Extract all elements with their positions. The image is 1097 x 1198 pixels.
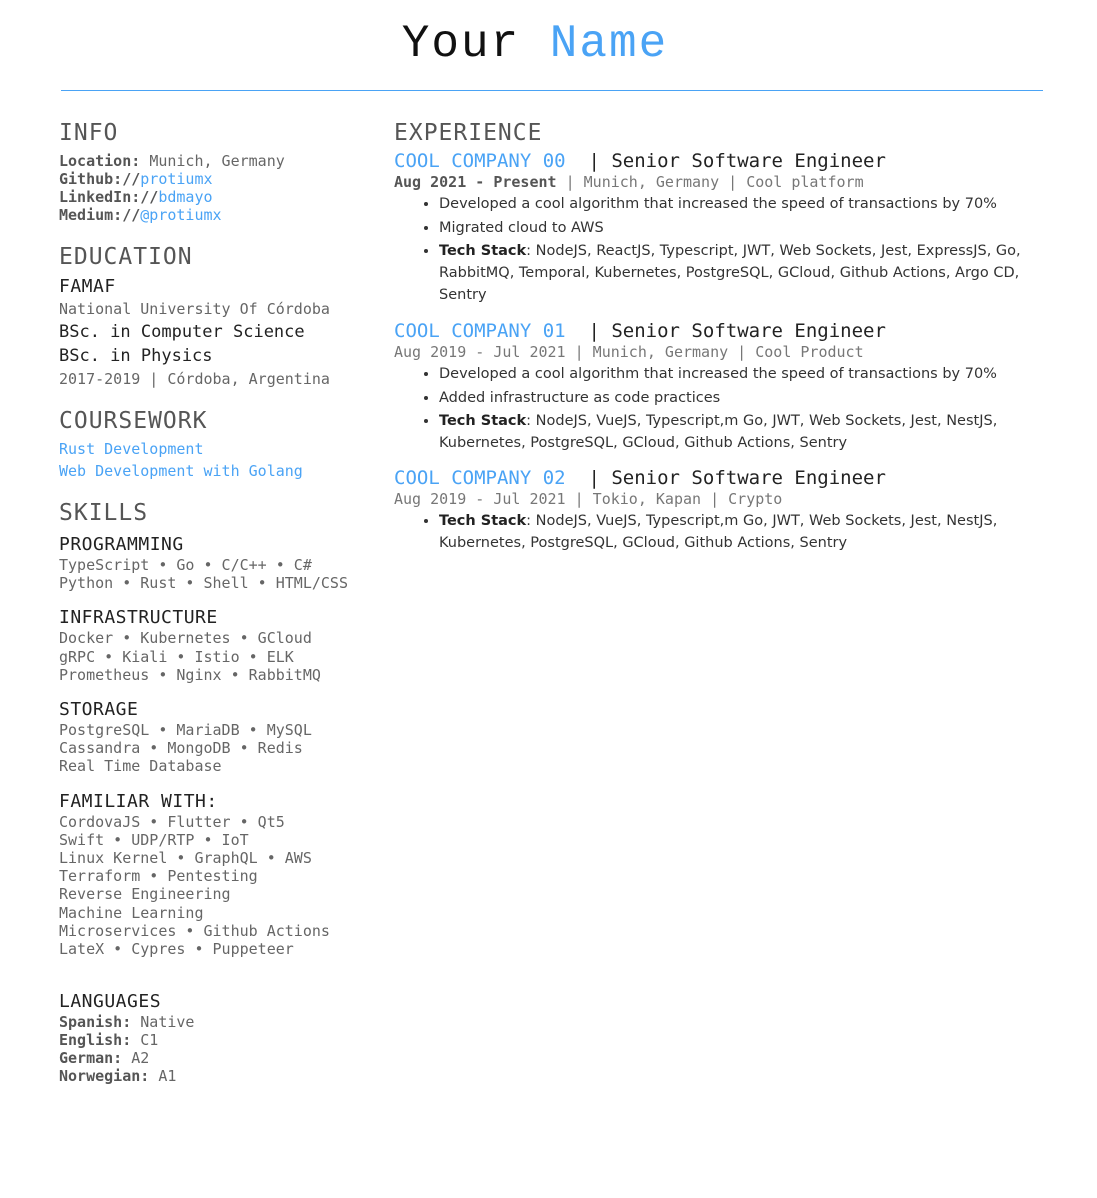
language-level: Native [140, 1013, 195, 1032]
job-bullet: • Developed a cool algorithm that increased the speed of transactions by 70% [439, 193, 1054, 215]
job-period: Aug 2019 - Jul 2021 [394, 490, 566, 508]
header-divider [61, 90, 1043, 91]
job-header [394, 319, 1054, 343]
job-meta [394, 343, 1054, 361]
info-github [59, 170, 384, 188]
skill-line: Reverse Engineering [59, 885, 231, 904]
education-degree: BSc. in Computer Science [59, 322, 305, 342]
info-label: LinkedIn:// [59, 188, 159, 206]
job-bullets [394, 363, 1054, 454]
info-section [59, 118, 384, 224]
skill-group-title: FAMILIAR WITH: [59, 790, 218, 812]
info-medium [59, 206, 384, 224]
skill-line: Machine Learning [59, 903, 204, 922]
experience-title: EXPERIENCE [394, 120, 543, 146]
job-tech-stack [439, 410, 1054, 454]
languages-title: LANGUAGES [59, 991, 162, 1013]
skill-line: PostgreSQL • MariaDB • MySQL [59, 721, 312, 740]
language-item [59, 1049, 384, 1067]
job-company: COOL COMPANY 01 [394, 320, 566, 342]
skill-line: CordovaJS • Flutter • Qt5 [59, 812, 285, 831]
skill-group-title: PROGRAMMING [59, 534, 184, 555]
language-level: A2 [131, 1049, 150, 1068]
info-location [59, 152, 384, 170]
job-bullets [394, 193, 1054, 306]
language-label: German: [59, 1049, 123, 1068]
job-role: | Senior Software Engineer [588, 150, 886, 172]
skill-line: LateX • Cypres • Puppeteer [59, 940, 294, 959]
education-section [59, 242, 384, 390]
skill-line: Real Time Database [59, 757, 222, 776]
language-item [59, 1013, 384, 1031]
skill-line: TypeScript • Go • C/C++ • C# [59, 556, 312, 574]
info-label: Location: [59, 152, 141, 170]
job-header [394, 466, 1054, 490]
job-details: | Tokio, Kapan | Crypto [574, 490, 783, 508]
coursework-section [59, 406, 384, 482]
last-name: Name [549, 18, 669, 70]
coursework-title: COURSEWORK [59, 408, 208, 434]
info-linkedin [59, 188, 384, 206]
skill-group-title: INFRASTRUCTURE [59, 607, 218, 629]
job-details: | Munich, Germany | Cool platform [565, 173, 864, 191]
skill-line: Cassandra • MongoDB • Redis [59, 739, 303, 758]
skill-line: Linux Kernel • GraphQL • AWS [59, 849, 312, 868]
job-bullet: • Migrated cloud to AWS [439, 217, 1054, 239]
job-entry [394, 149, 1054, 306]
skill-line: Docker • Kubernetes • GCloud [59, 629, 312, 648]
job-role: | Senior Software Engineer [588, 320, 886, 342]
skill-line: Terraform • Pentesting [59, 867, 258, 886]
skill-line: Prometheus • Nginx • RabbitMQ [59, 665, 321, 684]
job-bullet: • Added infrastructure as code practices [439, 387, 1054, 409]
tech-stack-value: : NodeJS, ReactJS, Typescript, JWT, Web Sockets, Jest, ExpressJS, Go, RabbitMQ, Temporal, Kubernetes, PostgreSQL, GCloud, Github Actions, Argo CD, Sentry [439, 243, 1021, 303]
info-label: Medium:// [59, 206, 141, 224]
medium-link[interactable]: @protiumx [140, 206, 222, 224]
left-column [59, 118, 384, 1085]
language-item [59, 1031, 384, 1049]
skill-line: Microservices • Github Actions [59, 921, 330, 940]
job-meta [394, 173, 1054, 191]
linkedin-link[interactable]: bdmayo [158, 188, 213, 206]
tech-stack-label: Tech Stack [439, 413, 527, 429]
course-link[interactable]: Rust Development [59, 440, 204, 458]
info-title: INFO [59, 120, 119, 146]
language-label: Spanish: [59, 1013, 132, 1032]
education-period-location: 2017-2019 | Córdoba, Argentina [59, 370, 330, 388]
education-university: National University Of Córdoba [59, 300, 330, 318]
skill-line: gRPC • Kiali • Istio • ELK [59, 647, 294, 666]
job-company: COOL COMPANY 02 [394, 467, 566, 489]
right-column [394, 118, 1054, 556]
first-name: Your [401, 18, 521, 70]
github-link[interactable]: protiumx [140, 170, 213, 188]
job-entry [394, 319, 1054, 454]
job-bullet: • Developed a cool algorithm that increased the speed of transactions by 70% [439, 363, 1054, 385]
job-bullets [394, 510, 1054, 554]
language-item [59, 1067, 384, 1085]
job-period: Aug 2021 - Present [394, 173, 557, 191]
resume-name [0, 16, 1070, 72]
job-company: COOL COMPANY 00 [394, 150, 566, 172]
job-period: Aug 2019 - Jul 2021 [394, 343, 566, 361]
skill-group-storage [59, 699, 384, 776]
education-title: EDUCATION [59, 244, 193, 270]
skills-section [59, 498, 384, 958]
language-label: English: [59, 1031, 132, 1050]
tech-stack-label: Tech Stack [439, 243, 527, 259]
job-tech-stack [439, 240, 1054, 306]
info-value: Munich, Germany [149, 152, 285, 170]
job-tech-stack [439, 510, 1054, 554]
skill-group-familiar [59, 791, 384, 959]
job-role: | Senior Software Engineer [588, 467, 886, 489]
job-entry [394, 466, 1054, 554]
language-level: A1 [158, 1067, 177, 1086]
skills-title: SKILLS [59, 500, 149, 526]
language-level: C1 [140, 1031, 159, 1050]
course-link[interactable]: Web Development with Golang [59, 462, 303, 480]
job-meta [394, 490, 1054, 508]
job-header [394, 149, 1054, 173]
tech-stack-value: : NodeJS, VueJS, Typescript,m Go, JWT, Web Sockets, Jest, NestJS, Kubernetes, PostgreSQL, GCloud, Github Actions, Sentry [439, 513, 998, 551]
education-degree: BSc. in Physics [59, 346, 213, 366]
language-label: Norwegian: [59, 1067, 150, 1086]
skill-line: Swift • UDP/RTP • IoT [59, 830, 249, 849]
education-school: FAMAF [59, 276, 116, 297]
tech-stack-value: : NodeJS, VueJS, Typescript,m Go, JWT, Web Sockets, Jest, NestJS, Kubernetes, PostgreSQL, GCloud, Github Actions, Sentry [439, 413, 998, 451]
skill-line: Python • Rust • Shell • HTML/CSS [59, 574, 348, 593]
languages-section [59, 991, 384, 1085]
skill-group-infrastructure [59, 607, 384, 684]
skill-group-title: STORAGE [59, 699, 139, 721]
info-label: Github:// [59, 170, 141, 188]
tech-stack-label: Tech Stack [439, 513, 527, 529]
job-details: | Munich, Germany | Cool Product [574, 343, 864, 361]
skill-group-programming [59, 534, 384, 592]
